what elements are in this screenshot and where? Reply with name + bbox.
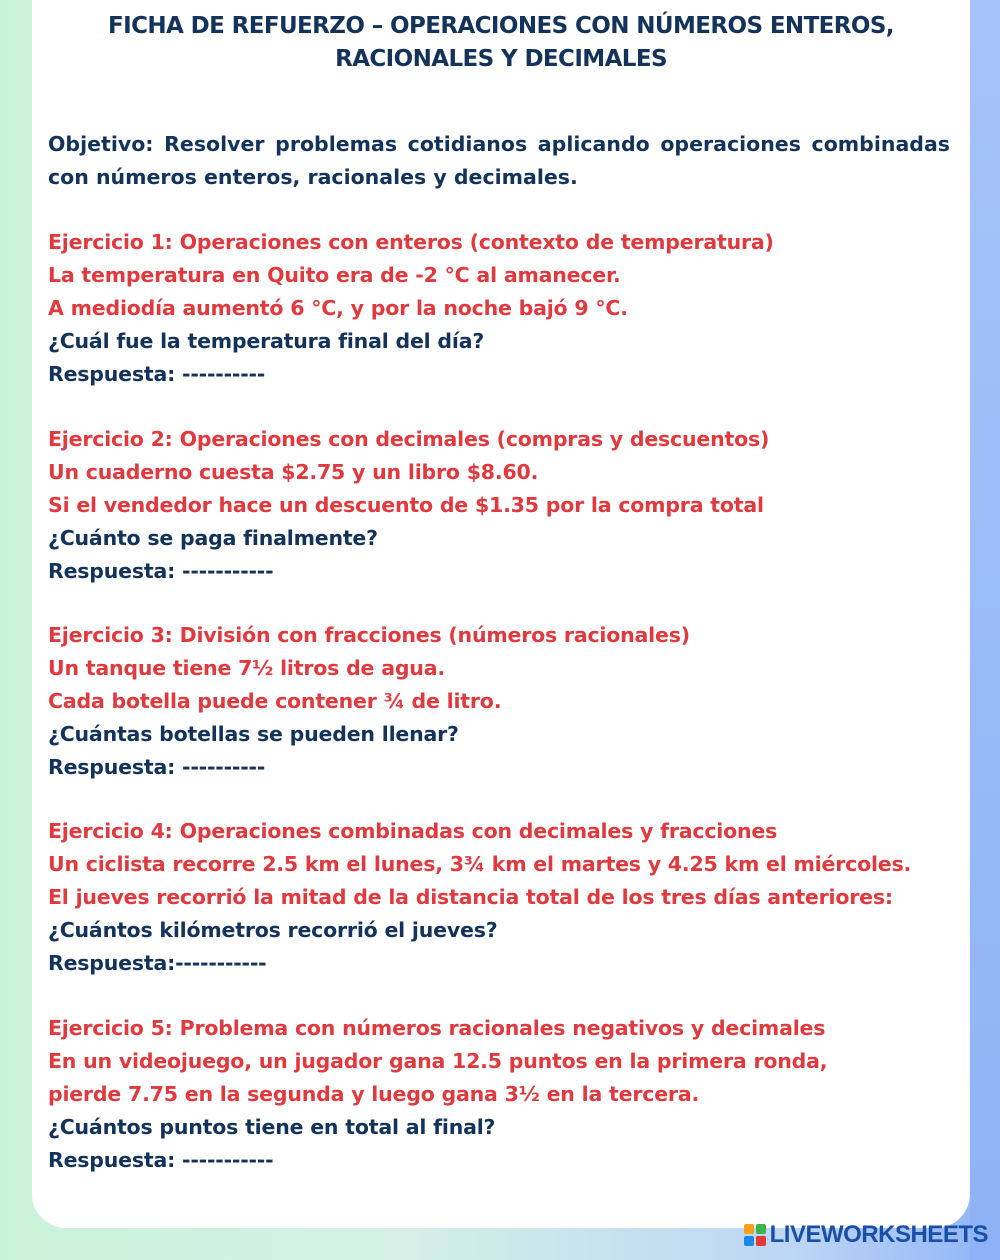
- exercise-statement-line: Si el vendedor hace un descuento de $1.35 por la compra total: [48, 493, 764, 517]
- logo-square: [756, 1224, 766, 1234]
- exercise-heading: Ejercicio 5: Problema con números racionales negativos y decimales: [48, 1016, 826, 1040]
- exercise-2: [48, 423, 958, 588]
- exercise-statement-line: Un ciclista recorre 2.5 km el lunes, 3¾ km el martes y 4.25 km el miércoles.: [48, 852, 912, 876]
- liveworksheets-logo[interactable]: [744, 1222, 988, 1248]
- exercise-3: [48, 619, 958, 784]
- logo-square: [744, 1236, 754, 1246]
- exercise-question: ¿Cuántas botellas se pueden llenar?: [48, 722, 459, 746]
- exercise-heading: Ejercicio 3: División con fracciones (números racionales): [48, 623, 690, 647]
- exercise-question: ¿Cuántos puntos tiene en total al final?: [48, 1115, 496, 1139]
- exercise-question: ¿Cuánto se paga finalmente?: [48, 526, 378, 550]
- answer-field[interactable]: Respuesta: -----------: [48, 559, 274, 583]
- logo-text: LIVEWORKSHEETS: [769, 1221, 988, 1248]
- exercise-heading: Ejercicio 1: Operaciones con enteros (contexto de temperatura): [48, 230, 774, 254]
- exercise-statement-line: En un videojuego, un jugador gana 12.5 puntos en la primera ronda,: [48, 1049, 828, 1073]
- exercise-1: [48, 226, 958, 391]
- title-line-2: RACIONALES Y DECIMALES: [335, 46, 667, 72]
- exercise-statement-line: pierde 7.75 en la segunda y luego gana 3½ en la tercera.: [48, 1082, 700, 1106]
- objective-text: Objetivo: Resolver problemas cotidianos aplicando operaciones combinadas con números enteros, racionales y decimales.: [48, 132, 950, 189]
- exercise-5: [48, 1012, 958, 1177]
- exercise-question: ¿Cuál fue la temperatura final del día?: [48, 329, 485, 353]
- logo-square: [756, 1236, 766, 1246]
- exercise-heading: Ejercicio 2: Operaciones con decimales (compras y descuentos): [48, 427, 770, 451]
- logo-square: [744, 1224, 754, 1234]
- answer-field[interactable]: Respuesta: -----------: [48, 1148, 274, 1172]
- right-border-band: [970, 0, 1000, 1260]
- exercise-heading: Ejercicio 4: Operaciones combinadas con decimales y fracciones: [48, 819, 778, 843]
- exercise-statement-line: La temperatura en Quito era de -2 °C al amanecer.: [48, 263, 621, 287]
- exercise-statement-line: Un cuaderno cuesta $2.75 y un libro $8.60.: [48, 460, 539, 484]
- exercise-statement-line: El jueves recorrió la mitad de la distancia total de los tres días anteriores:: [48, 885, 893, 909]
- exercise-statement-line: Un tanque tiene 7½ litros de agua.: [48, 656, 445, 680]
- answer-field[interactable]: Respuesta:-----------: [48, 951, 267, 975]
- exercise-statement-line: A mediodía aumentó 6 °C, y por la noche bajó 9 °C.: [48, 296, 628, 320]
- answer-field[interactable]: Respuesta: ----------: [48, 362, 266, 386]
- exercise-question: ¿Cuántos kilómetros recorrió el jueves?: [48, 918, 498, 942]
- exercise-statement-line: Cada botella puede contener ¾ de litro.: [48, 689, 502, 713]
- exercise-4: [48, 815, 958, 980]
- liveworksheets-logo-icon: [744, 1224, 766, 1246]
- title-line-1: FICHA DE REFUERZO – OPERACIONES CON NÚMEROS ENTEROS,: [108, 13, 894, 39]
- answer-field[interactable]: Respuesta: ----------: [48, 755, 266, 779]
